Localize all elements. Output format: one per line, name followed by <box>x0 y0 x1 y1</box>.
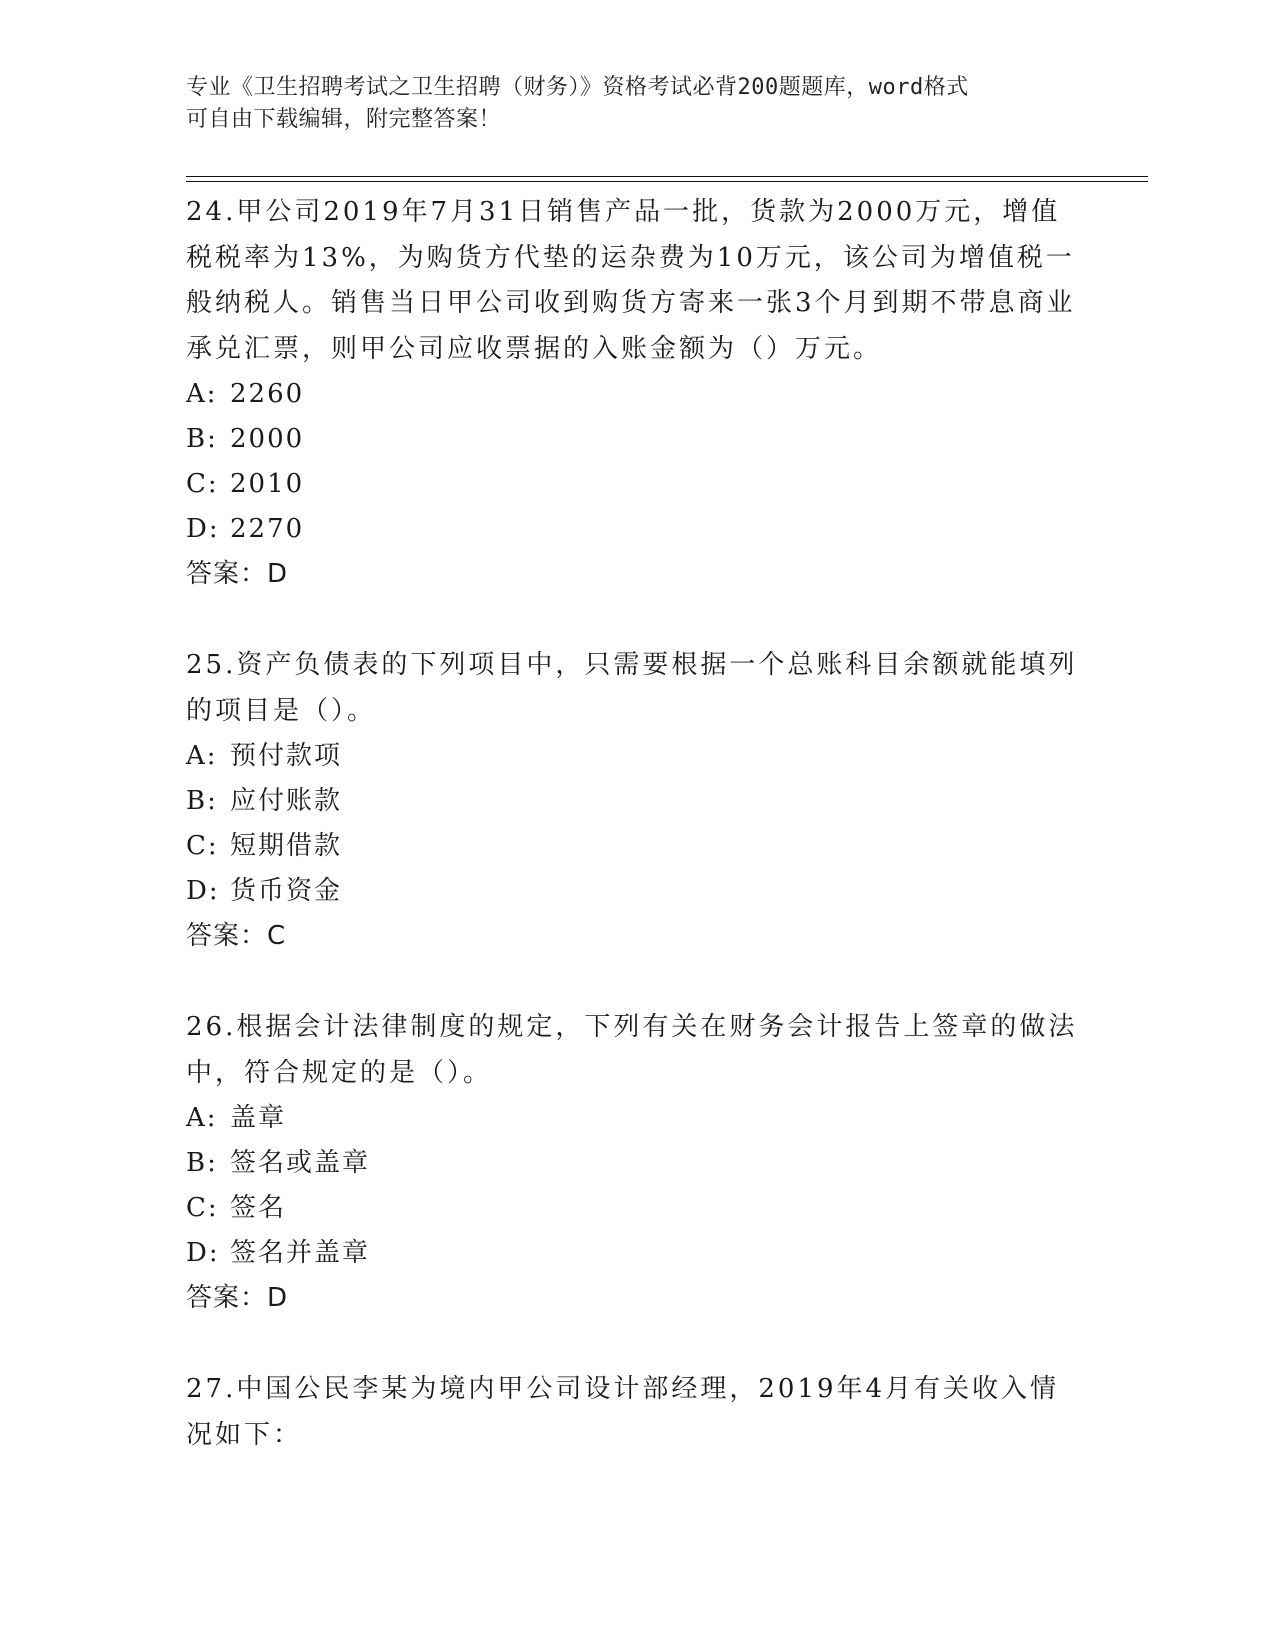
question-stem: 26.根据会计法律制度的规定，下列有关在财务会计报告上签章的做法中，符合规定的是（）。 <box>186 1012 1078 1088</box>
header-divider-bottom <box>186 181 1148 182</box>
option-text: 签名或盖章 <box>230 1148 371 1178</box>
option-key: D: <box>186 876 220 906</box>
option-text: 货币资金 <box>230 876 343 906</box>
option-a <box>186 372 1086 417</box>
option-text: 2000 <box>230 424 305 454</box>
question-stem: 25.资产负债表的下列项目中，只需要根据一个总账科目余额就能填列的项目是（）。 <box>186 650 1078 726</box>
option-key: A: <box>186 1103 218 1133</box>
option-text: 短期借款 <box>230 831 343 861</box>
header-line-2: 可自由下载编辑，附完整答案！ <box>186 107 502 132</box>
option-text: 预付款项 <box>230 741 343 771</box>
option-text: 2010 <box>230 469 305 499</box>
header-line-1: 专业《卫生招聘考试之卫生招聘（财务）》资格考试必背200题题库，word格式 <box>186 75 969 100</box>
option-key: A: <box>186 379 218 409</box>
option-d <box>186 869 1086 914</box>
option-text: 签名并盖章 <box>230 1238 371 1268</box>
option-text: 2270 <box>230 514 305 544</box>
option-key: B: <box>186 424 218 454</box>
option-c <box>186 462 1086 507</box>
option-key: B: <box>186 786 218 816</box>
option-d <box>186 507 1086 552</box>
answer-line: 答案：D <box>186 1283 289 1313</box>
header-divider-top <box>186 176 1148 177</box>
option-key: D: <box>186 514 220 544</box>
option-d <box>186 1231 1086 1276</box>
question-list <box>186 188 1086 1502</box>
question-stem: 24.甲公司2019年7月31日销售产品一批，货款为2000万元，增值税税率为13%，为购货方代垫的运杂费为10万元，该公司为增值税一般纳税人。销售当日甲公司收到购货方寄来一张3个月到期不带息商业承兑汇票，则甲公司应收票据的入账金额为（）万元。 <box>186 197 1076 364</box>
question-25 <box>186 641 1086 959</box>
document-header <box>186 72 1066 136</box>
option-key: B: <box>186 1148 218 1178</box>
option-key: C: <box>186 1193 219 1223</box>
option-a <box>186 1096 1086 1141</box>
option-key: C: <box>186 469 219 499</box>
option-b <box>186 1141 1086 1186</box>
question-24 <box>186 188 1086 597</box>
option-text: 盖章 <box>230 1103 287 1133</box>
option-text: 2260 <box>230 379 305 409</box>
option-key: A: <box>186 741 218 771</box>
option-c <box>186 824 1086 869</box>
question-27 <box>186 1365 1086 1458</box>
option-a <box>186 734 1086 779</box>
question-26 <box>186 1003 1086 1321</box>
option-text: 签名 <box>230 1193 287 1223</box>
option-c <box>186 1186 1086 1231</box>
option-b <box>186 779 1086 824</box>
question-stem: 27.中国公民李某为境内甲公司设计部经理，2019年4月有关收入情况如下： <box>186 1374 1060 1450</box>
answer-line: 答案：C <box>186 921 287 951</box>
option-key: C: <box>186 831 219 861</box>
answer-line: 答案：D <box>186 559 289 589</box>
option-text: 应付账款 <box>230 786 343 816</box>
option-key: D: <box>186 1238 220 1268</box>
option-b <box>186 417 1086 462</box>
